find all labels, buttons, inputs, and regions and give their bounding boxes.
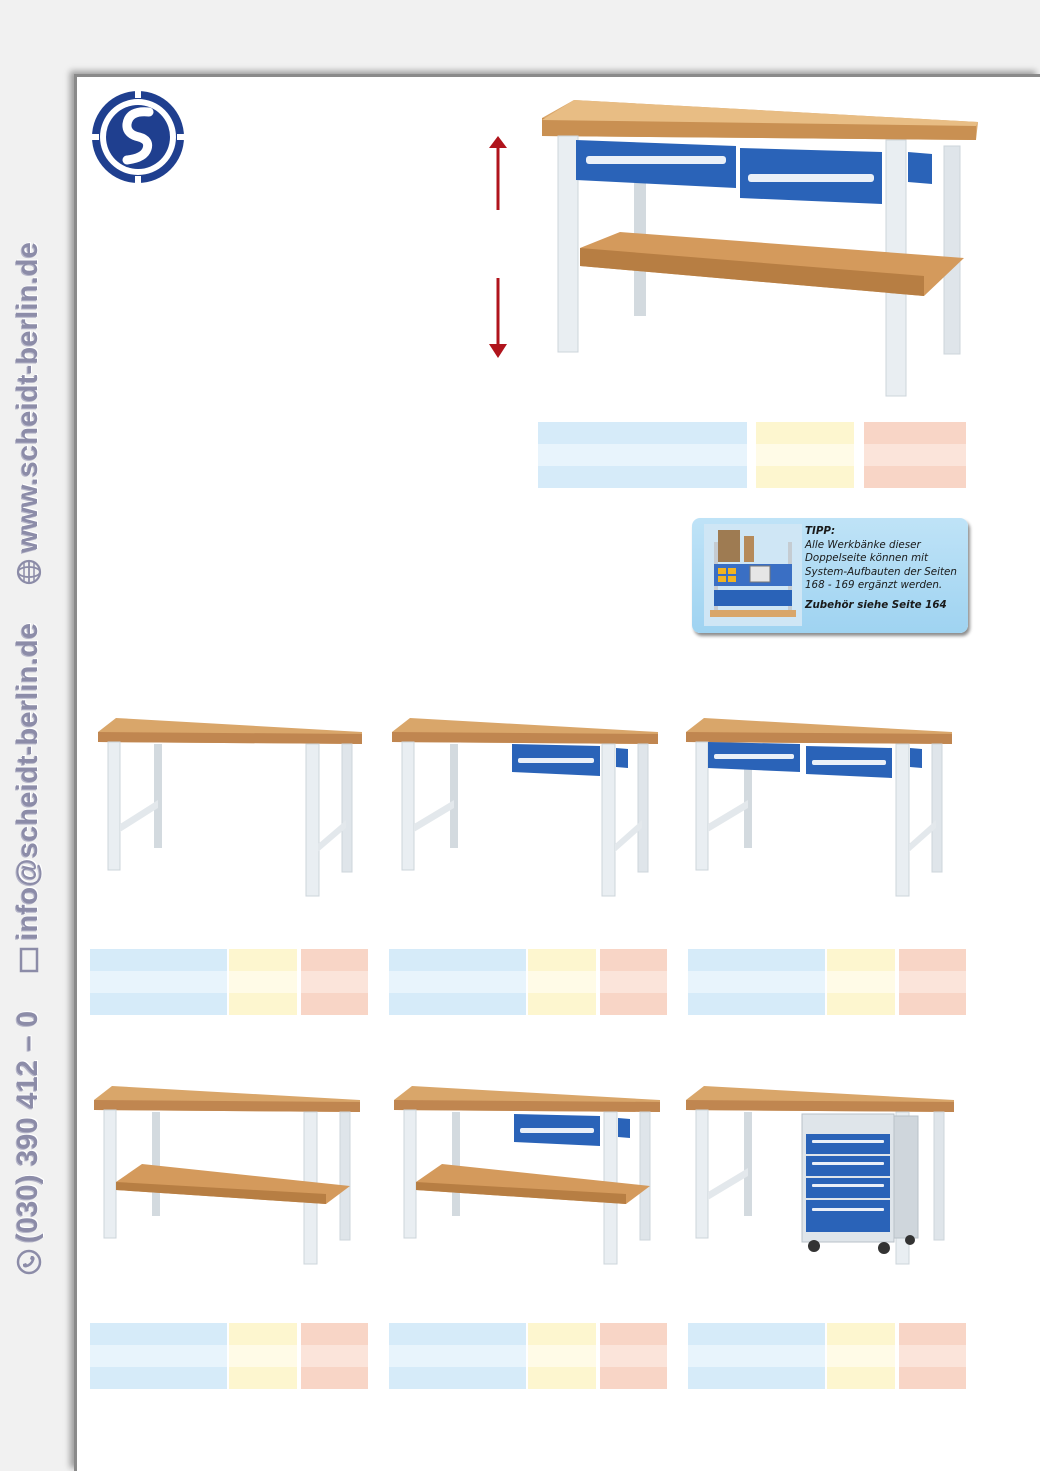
contact-strip	[12, 175, 45, 1275]
workbench-mobile-cabinet-image	[684, 1082, 956, 1268]
phone-contact[interactable]	[12, 1011, 45, 1275]
workbench-one-drawer-image	[390, 714, 660, 900]
globe-icon	[16, 559, 42, 585]
workbench-shelf-image	[92, 1082, 362, 1268]
company-logo	[89, 88, 187, 186]
workbench-two-drawers-image	[684, 714, 954, 900]
tip-accessories-link[interactable]: Zubehör siehe Seite 164	[805, 598, 947, 611]
tip-title: TIPP:	[805, 525, 836, 537]
tip-text	[805, 525, 965, 613]
workbench-basic-image	[96, 714, 364, 900]
tip-body: Alle Werkbänke dieser Doppelseite können mit System-Aufbauten der Seiten 168 - 169 ergänzt werden.	[805, 538, 957, 592]
email-contact[interactable]	[12, 623, 45, 973]
spec-table-row2-col1	[90, 1323, 368, 1389]
email-address: info@scheidt-berlin.de	[12, 622, 44, 941]
phone-number: (030) 390 412 – 0	[12, 1010, 44, 1243]
main-spec-table	[538, 422, 966, 488]
workbench-drawer-shelf-image	[392, 1082, 662, 1268]
system-upgrade-image	[704, 524, 802, 626]
spec-table-row1-col2	[389, 949, 667, 1015]
phone-icon	[16, 1249, 42, 1275]
website-url: www.scheidt-berlin.de	[12, 241, 44, 553]
height-arrow-down-icon	[488, 278, 508, 358]
tip-box	[692, 518, 968, 633]
spec-table-row1-col3	[688, 949, 966, 1015]
height-arrow-up-icon	[488, 136, 508, 210]
envelope-icon	[16, 947, 42, 973]
website-contact[interactable]	[12, 242, 45, 585]
spec-table-row2-col2	[389, 1323, 667, 1389]
workbench-main-product-image	[536, 96, 982, 400]
spec-table-row1-col1	[90, 949, 368, 1015]
spec-table-row2-col3	[688, 1323, 966, 1389]
